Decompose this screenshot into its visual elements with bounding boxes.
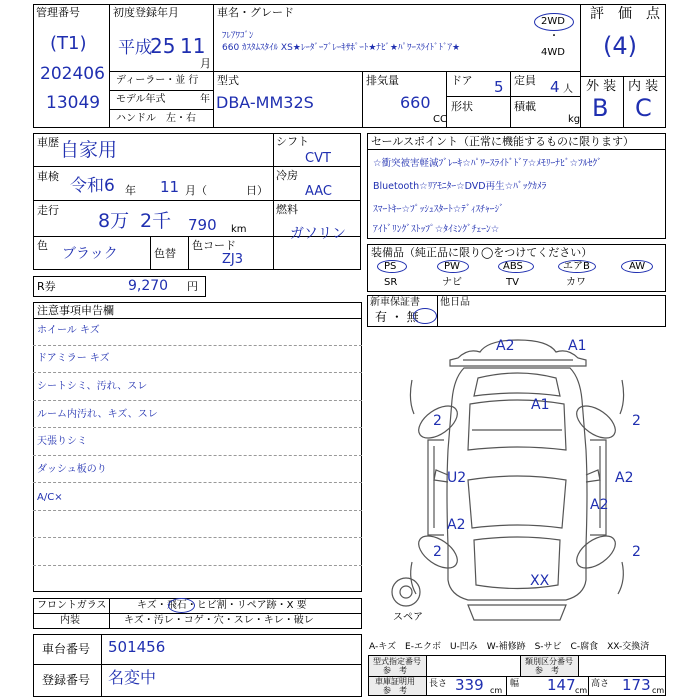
katashiki-label: 型式 <box>217 74 239 87</box>
shift-label: シフト <box>276 135 309 148</box>
mark-side-right-1: A2 <box>615 470 634 486</box>
front-glass-label: フロントガラス <box>37 600 107 611</box>
teiin: 4 <box>550 78 560 96</box>
drive-4wd: 4WD <box>541 47 565 58</box>
naiso-label: 内 装 <box>628 79 659 94</box>
equip-leather: カワ <box>566 277 586 288</box>
length-value: 339 <box>455 676 484 694</box>
mark-rear-right: A1 <box>568 338 587 354</box>
month-unit: 月 <box>200 57 211 70</box>
rken-label: R券 <box>37 280 56 293</box>
warranty-value: 有 ・ 無 <box>375 310 419 324</box>
equip-airbag: エアB <box>563 261 590 272</box>
reg-value: 名変中 <box>108 668 157 687</box>
drive-2wd: 2WD <box>541 16 565 27</box>
kg-unit: kg <box>568 114 581 125</box>
iro-label: 色 <box>37 239 48 252</box>
soko-label: 走行 <box>37 204 59 217</box>
equip-ps: PS <box>384 261 397 272</box>
equip-navi: ナビ <box>442 277 462 288</box>
km-unit: km <box>231 224 247 235</box>
vin-label: 車台番号 <box>42 642 91 656</box>
car-name-label: 車名・グレード <box>217 6 294 19</box>
legend-text: A-キズ E-エクボ U-凹み W-補修跡 S-サビ C-腐食 XX-交換済 <box>369 642 650 652</box>
height-label: 高さ <box>591 679 610 689</box>
mark-rear-left: A2 <box>496 338 515 354</box>
sales-point-2: Bluetooth☆ﾘｱﾓﾆﾀｰ☆DVD再生☆ﾊﾞｯｸｶﾒﾗ <box>373 181 547 192</box>
teiin-label: 定員 <box>514 74 536 87</box>
shomei-sansho: 参 考 <box>383 686 407 695</box>
iro: ブラック <box>62 246 118 262</box>
haikiryo-label: 排気量 <box>366 74 399 87</box>
equip-aw: AW <box>629 261 646 272</box>
interior-label: 内装 <box>60 615 80 626</box>
gaiso-grade: B <box>592 94 609 122</box>
car-name-2: 660 ｶｽﾀﾑｽﾀｲﾙ XS★ﾚｰﾀﾞｰﾌﾞﾚｰｷｻﾎﾟｰﾄ★ﾅﾋﾞ★ﾊﾟﾜｰｽﾗｲﾄﾞﾄﾞｱ★ <box>222 43 461 53</box>
kanri-label: 管理番号 <box>36 6 80 19</box>
notes-label: 注意事項申告欄 <box>37 304 114 317</box>
katashiki: DBA-MM32S <box>216 93 314 112</box>
cc-unit: CC <box>433 114 447 125</box>
sales-point-4: ｱｲﾄﾞﾘﾝｸﾞｽﾄｯﾌﾟ☆ﾀｲﾐﾝｸﾞﾁｪｰﾝ☆ <box>373 224 500 235</box>
drive-dot: ・ <box>549 31 559 42</box>
note-line-3: シートシミ、汚れ、スレ <box>37 381 148 392</box>
rken: 9,270 <box>128 278 169 294</box>
handle-label: ハンドル 左・右 <box>116 113 196 124</box>
tounihin-label: 他日品 <box>440 297 470 308</box>
month: 11 <box>180 34 206 58</box>
hyoka-score: (4) <box>603 32 637 60</box>
color-code: ZJ3 <box>222 252 244 267</box>
soko-rest: 790 <box>188 216 217 234</box>
note-line-5: 天張りシミ <box>37 436 87 447</box>
rken-row <box>33 276 206 297</box>
color-code-label: 色コード <box>192 239 236 252</box>
mark-tire-fl: 2 <box>433 544 442 560</box>
soko-man: 8万 <box>98 210 130 232</box>
length-label: 長さ <box>429 679 448 689</box>
height-unit: cm <box>652 686 665 695</box>
width-value: 147 <box>547 676 576 694</box>
spare-label: スペア <box>393 612 423 623</box>
year: 25 <box>150 34 176 58</box>
irogae-label: 色替 <box>154 247 176 260</box>
dealer-label: ディーラー・並 行 <box>116 75 199 86</box>
vin-value: 501456 <box>108 638 166 656</box>
mark-front: XX <box>530 573 550 589</box>
sales-points-label: セールスポイント（正常に機能するものに限ります） <box>371 135 635 148</box>
warranty-label: 新車保証書 <box>370 297 420 308</box>
ruibetsu-label: 類別区分番号 <box>525 657 573 666</box>
sales-point-3: ｽﾏｰﾄｷｰ☆ﾌﾟｯｼｭｽﾀｰﾄ☆ﾃﾞｨｽﾁｬｰｼﾞ <box>373 204 505 215</box>
rken-unit: 円 <box>187 280 198 293</box>
keijo-label: 形状 <box>451 100 473 113</box>
mark-tire-rl: 2 <box>433 413 442 429</box>
reibo: AAC <box>305 184 332 199</box>
shift: CVT <box>305 151 331 166</box>
shaken-era: 令和6 <box>70 176 115 196</box>
shareki: 自家用 <box>60 139 118 161</box>
sales-point-1: ☆衝突被害軽減ﾌﾞﾚｰｷ☆ﾊﾟﾜｰｽﾗｲﾄﾞﾄﾞｱ☆ﾒﾓﾘｰﾅﾋﾞ☆ﾌﾙｾｸﾞ <box>373 158 602 169</box>
ruibetsu-sansho: 参 考 <box>535 666 559 675</box>
note-line-4: ルーム内汚れ、キズ、スレ <box>37 409 158 420</box>
equip-sr: SR <box>384 277 398 288</box>
equip-tv: TV <box>506 277 519 288</box>
reg-label: 登録番号 <box>42 673 91 687</box>
shareki-label: 車歴 <box>37 136 59 149</box>
equipment-label: 装備品（純正品に限り◯をつけてください） <box>371 246 593 259</box>
door: 5 <box>494 78 504 96</box>
door-label: ドア <box>451 74 473 87</box>
era: 平成 <box>118 38 152 58</box>
model-year-label: モデル年式 <box>116 94 166 105</box>
haikiryo: 660 <box>400 93 431 112</box>
nenryo: ガソリン <box>290 226 346 242</box>
car-name-1: ﾌﾚｱﾜｺﾞﾝ <box>222 31 254 41</box>
model-year-unit: 年 <box>200 94 210 105</box>
mark-roof: A1 <box>531 397 550 413</box>
mark-side-right-2: A2 <box>590 497 609 513</box>
kanri-no-1: 202406 <box>40 64 105 84</box>
shodo-label: 初度登録年月 <box>113 6 179 19</box>
length-unit: cm <box>490 686 503 695</box>
equip-abs: ABS <box>503 261 523 272</box>
note-line-2: ドアミラー キズ <box>37 353 110 364</box>
naiso-grade: C <box>635 94 652 122</box>
kanri-no-2: 13049 <box>46 93 101 113</box>
equip-pw: PW <box>444 261 460 272</box>
mark-side-left: U2 <box>447 470 467 486</box>
mark-side-left-2: A2 <box>447 517 466 533</box>
teiin-unit: 人 <box>563 84 573 95</box>
mark-tire-rr: 2 <box>632 413 641 429</box>
width-label: 幅 <box>510 679 520 689</box>
reibo-label: 冷房 <box>276 169 298 182</box>
mark-tire-fr: 2 <box>632 544 641 560</box>
height-value: 173 <box>622 676 651 694</box>
gaiso-label: 外 装 <box>586 79 617 94</box>
kata-label: 型式指定番号 <box>373 657 421 666</box>
hyoka-label: 評 価 点 <box>590 6 660 22</box>
width-unit: cm <box>575 686 588 695</box>
soko-sen: 2千 <box>140 210 172 232</box>
shaken-year-unit: 年 <box>125 184 136 197</box>
note-line-7: A/C× <box>37 492 63 503</box>
sekisai-label: 積載 <box>514 100 536 113</box>
shaken-day-unit: 日） <box>246 184 268 197</box>
interior-options: キズ・汚レ・コゲ・穴・スレ・キレ・破レ <box>124 615 314 626</box>
kata-sansho: 参 考 <box>383 666 407 675</box>
kanri-t: (T1) <box>50 33 87 54</box>
shaken-month: 11 <box>160 178 180 196</box>
note-line-1: ホイール キズ <box>37 325 100 336</box>
shaken-month-unit: 月（ <box>185 184 207 197</box>
note-line-6: ダッシュ板のり <box>37 464 107 475</box>
shomei-label: 車庫証明用 <box>375 677 415 686</box>
front-glass-options: キズ・飛石・ヒビ割・リペア跡・X 要 <box>137 600 307 611</box>
nenryo-label: 燃料 <box>276 203 298 216</box>
shaken-label: 車検 <box>37 170 59 183</box>
